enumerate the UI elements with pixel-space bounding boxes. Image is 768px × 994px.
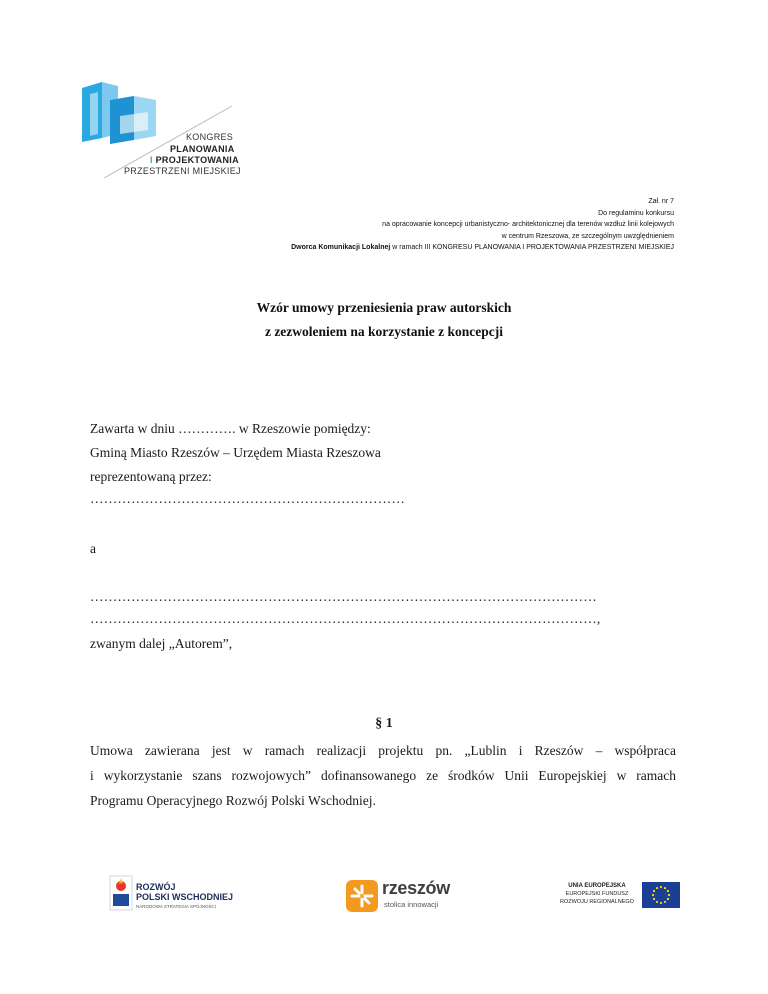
eu-line-3: ROZWOJU REGIONALNEGO bbox=[560, 899, 634, 905]
kongres-logo bbox=[76, 76, 241, 178]
document-title-line-1: Wzór umowy przeniesienia praw autorskich bbox=[256, 300, 512, 315]
eu-text bbox=[556, 882, 638, 906]
annex-line-4: w centrum Rzeszowa, ze szczególnym uwzględnieniem bbox=[501, 232, 674, 240]
paragraph-line-3: Programu Operacyjnego Rozwój Polski Wschodniej. bbox=[90, 793, 376, 808]
eu-star bbox=[653, 890, 655, 892]
rzeszow-star-icon bbox=[346, 880, 378, 912]
document-title-line-2: z zezwoleniem na korzystanie z koncepcji bbox=[264, 324, 504, 339]
logo-line-przestrzeni: PRZESTRZENI MIEJSKIEJ bbox=[124, 166, 241, 176]
eu-star bbox=[664, 901, 666, 903]
eu-star bbox=[667, 898, 669, 900]
rozwoj-polski-wschodniej-logo bbox=[108, 874, 238, 914]
rpw-line-1: ROZWÓJ bbox=[136, 882, 176, 892]
section-paragraph bbox=[90, 738, 676, 813]
eu-line-2: EUROPEJSKI FUNDUSZ bbox=[565, 891, 629, 897]
eu-star bbox=[668, 894, 670, 896]
eu-star bbox=[656, 887, 658, 889]
eu-star bbox=[667, 890, 669, 892]
body-line-a: a bbox=[90, 541, 96, 556]
annex-note bbox=[291, 196, 674, 254]
eu-star bbox=[660, 886, 662, 888]
eu-star bbox=[653, 898, 655, 900]
annex-line-1: Zał. nr 7 bbox=[648, 198, 674, 205]
logo-line-kongres: KONGRES bbox=[186, 132, 234, 142]
eu-line-1 bbox=[556, 882, 638, 890]
paragraph-line-2: i wykorzystanie szans rozwojowych” dofinansowanego ze środków Unii Europejskiej w ramach bbox=[90, 768, 676, 783]
body-line-author: zwanym dalej „Autorem”, bbox=[90, 636, 233, 651]
eu-flag-icon bbox=[642, 882, 680, 908]
logo-line-planowania: PLANOWANIA bbox=[170, 144, 235, 154]
annex-line-5 bbox=[291, 242, 674, 254]
rzeszow-badge-icon bbox=[346, 880, 378, 912]
eu-star bbox=[664, 887, 666, 889]
rpw-name bbox=[136, 882, 233, 902]
rpw-line-2: POLSKI WSCHODNIEJ bbox=[136, 892, 234, 902]
body-line-party: Gminą Miasto Rzeszów – Urzędem Miasta Rzeszowa bbox=[90, 445, 381, 460]
section-heading: § 1 bbox=[375, 716, 393, 731]
eu-star bbox=[660, 902, 662, 904]
paragraph-line-1: Umowa zawierana jest w ramach realizacji projektu pn. „Lublin i Rzeszów – współpraca bbox=[90, 743, 676, 758]
body-line-represented: reprezentowaną przez: bbox=[90, 469, 212, 484]
body-line-blank-representative: …………………………………………………………… bbox=[90, 491, 406, 506]
logo-line-projektowania bbox=[150, 155, 239, 166]
annex-line-3: na opracowanie koncepcji urbanistyczno- architektonicznej dla terenów wzdłuż linii kolejowych bbox=[382, 221, 674, 228]
rpw-subtitle: NARODOWA STRATEGIA SPÓJNOŚCI bbox=[136, 904, 217, 909]
annex-line-2: Do regulaminu konkursu bbox=[598, 209, 674, 217]
body-line-blank-author-1: ………………………………………………………………………………………………… bbox=[90, 589, 597, 604]
eu-star bbox=[652, 894, 654, 896]
rzeszow-tagline: stolica innowacji bbox=[384, 900, 439, 909]
annex-bold-text: Dworca Komunikacji Lokalnej bbox=[291, 244, 391, 251]
rzeszow-word: rzeszów bbox=[382, 878, 450, 898]
eu-stars-icon bbox=[642, 882, 680, 908]
eu-logo bbox=[556, 880, 682, 912]
body-line-date: Zawarta w dniu …………. w Rzeszowie pomiędzy: bbox=[90, 421, 371, 436]
eu-star bbox=[656, 901, 658, 903]
logo-bar: I bbox=[150, 155, 153, 165]
logo-projektowania-text: PROJEKTOWANIA bbox=[155, 155, 239, 165]
rzeszow-logo bbox=[346, 878, 456, 914]
annex-rest-text: w ramach III KONGRESU PLANOWANIA I PROJEKTOWANIA PRZESTRZENI MIEJSKIEJ bbox=[390, 244, 674, 251]
body-line-blank-author-2: …………………………………………………………………………………………………, bbox=[90, 611, 601, 626]
eu-line-1-bold: UNIA EUROPEJSKA bbox=[568, 883, 626, 889]
rpw-emblem-icon bbox=[108, 874, 134, 912]
